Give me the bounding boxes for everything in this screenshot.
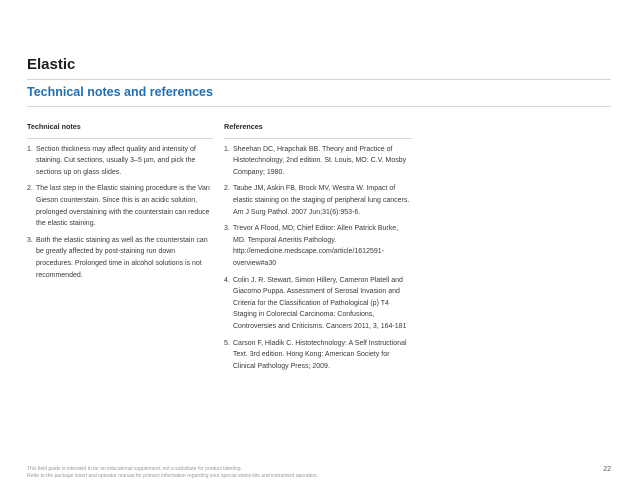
footer-line-2: Refer to the package insert and operator manual for primary information regarding your special stains kits and instrument operation. — [27, 473, 318, 479]
item-text: Taube JM, Askin FB, Brock MV, Westra W. Impact of elastic staining on the staging of peripheral lung cancers. Am J Surg Pathol. 2007 Jun;31(6):953-6. — [233, 185, 410, 216]
item-number: 3. — [27, 236, 33, 244]
list-item — [224, 223, 412, 269]
item-number: 2. — [27, 185, 33, 193]
footer-line-1: This field guide is intended to be an educational supplement, not a substitute for product labeling. — [27, 466, 242, 472]
item-number: 1. — [27, 145, 33, 153]
list-item — [224, 338, 412, 373]
references-list — [224, 144, 412, 373]
item-number: 5. — [224, 339, 230, 347]
technical-notes-list — [27, 144, 213, 282]
item-number: 4. — [224, 276, 230, 284]
list-item — [224, 144, 412, 179]
title-divider — [27, 79, 611, 80]
page-number: 22 — [603, 466, 611, 473]
subtitle-divider — [27, 106, 611, 107]
technical-notes-heading: Technical notes — [27, 122, 81, 131]
item-number: 1. — [224, 145, 230, 153]
list-item — [27, 144, 213, 179]
list-item — [27, 235, 213, 281]
page-title: Elastic — [27, 56, 76, 73]
technical-notes-column — [27, 121, 213, 286]
references-heading: References — [224, 122, 263, 131]
list-item — [224, 183, 412, 218]
item-text: Both the elastic staining as well as the counterstain can be greatly affected by post-staining run down procedures. Prolonged time in alcohol solutions is not recommended. — [36, 236, 208, 279]
references-column — [224, 121, 412, 377]
technical-notes-divider — [27, 138, 213, 139]
references-divider — [224, 138, 412, 139]
list-item — [224, 275, 412, 333]
section-subtitle: Technical notes and references — [27, 85, 213, 99]
item-text: The last step in the Elastic staining procedure is the Van Gieson counterstain. Since this is an acidic solution, prolonged overstaining with the counterstain can reduce the elastic staining. — [36, 185, 210, 228]
item-number: 2. — [224, 185, 230, 193]
item-text: Section thickness may affect quality and intensity of staining. Cut sections, usually 3–5 µm, and pick the sections up on glass slides. — [36, 145, 196, 176]
footer-disclaimer — [27, 466, 447, 480]
item-text: Colin J. R. Stewart, Simon Hillery, Cameron Platell and Giacomo Puppa. Assessment of Serosal Invasion and Criteria for the Classification of Pathological (p) T4 Staging in Colorectal Carcinoma: Confusions, Controversies and Criticisms. Cancers 2011, 3, 164-181 — [233, 276, 407, 330]
list-item — [27, 183, 213, 229]
item-text: Trevor A Flood, MD; Chief Editor: Allen Patrick Burke, MD. Temporal Arteritis Pathology. http://emedicine.medscape.com/article/1612591-overview#a30 — [233, 225, 399, 267]
item-text: Carson F, Hladik C. Histotechnology: A Self Instructional Text. 3rd edition. Hong Kong: American Society for Clinical Pathology Press; 2009. — [233, 339, 407, 370]
item-text: Sheehan DC, Hrapchak BB. Theory and Practice of Histotechnology, 2nd edition. St. Louis, MO: C.V. Mosby Company; 1980. — [233, 145, 407, 176]
item-number: 3. — [224, 225, 230, 233]
